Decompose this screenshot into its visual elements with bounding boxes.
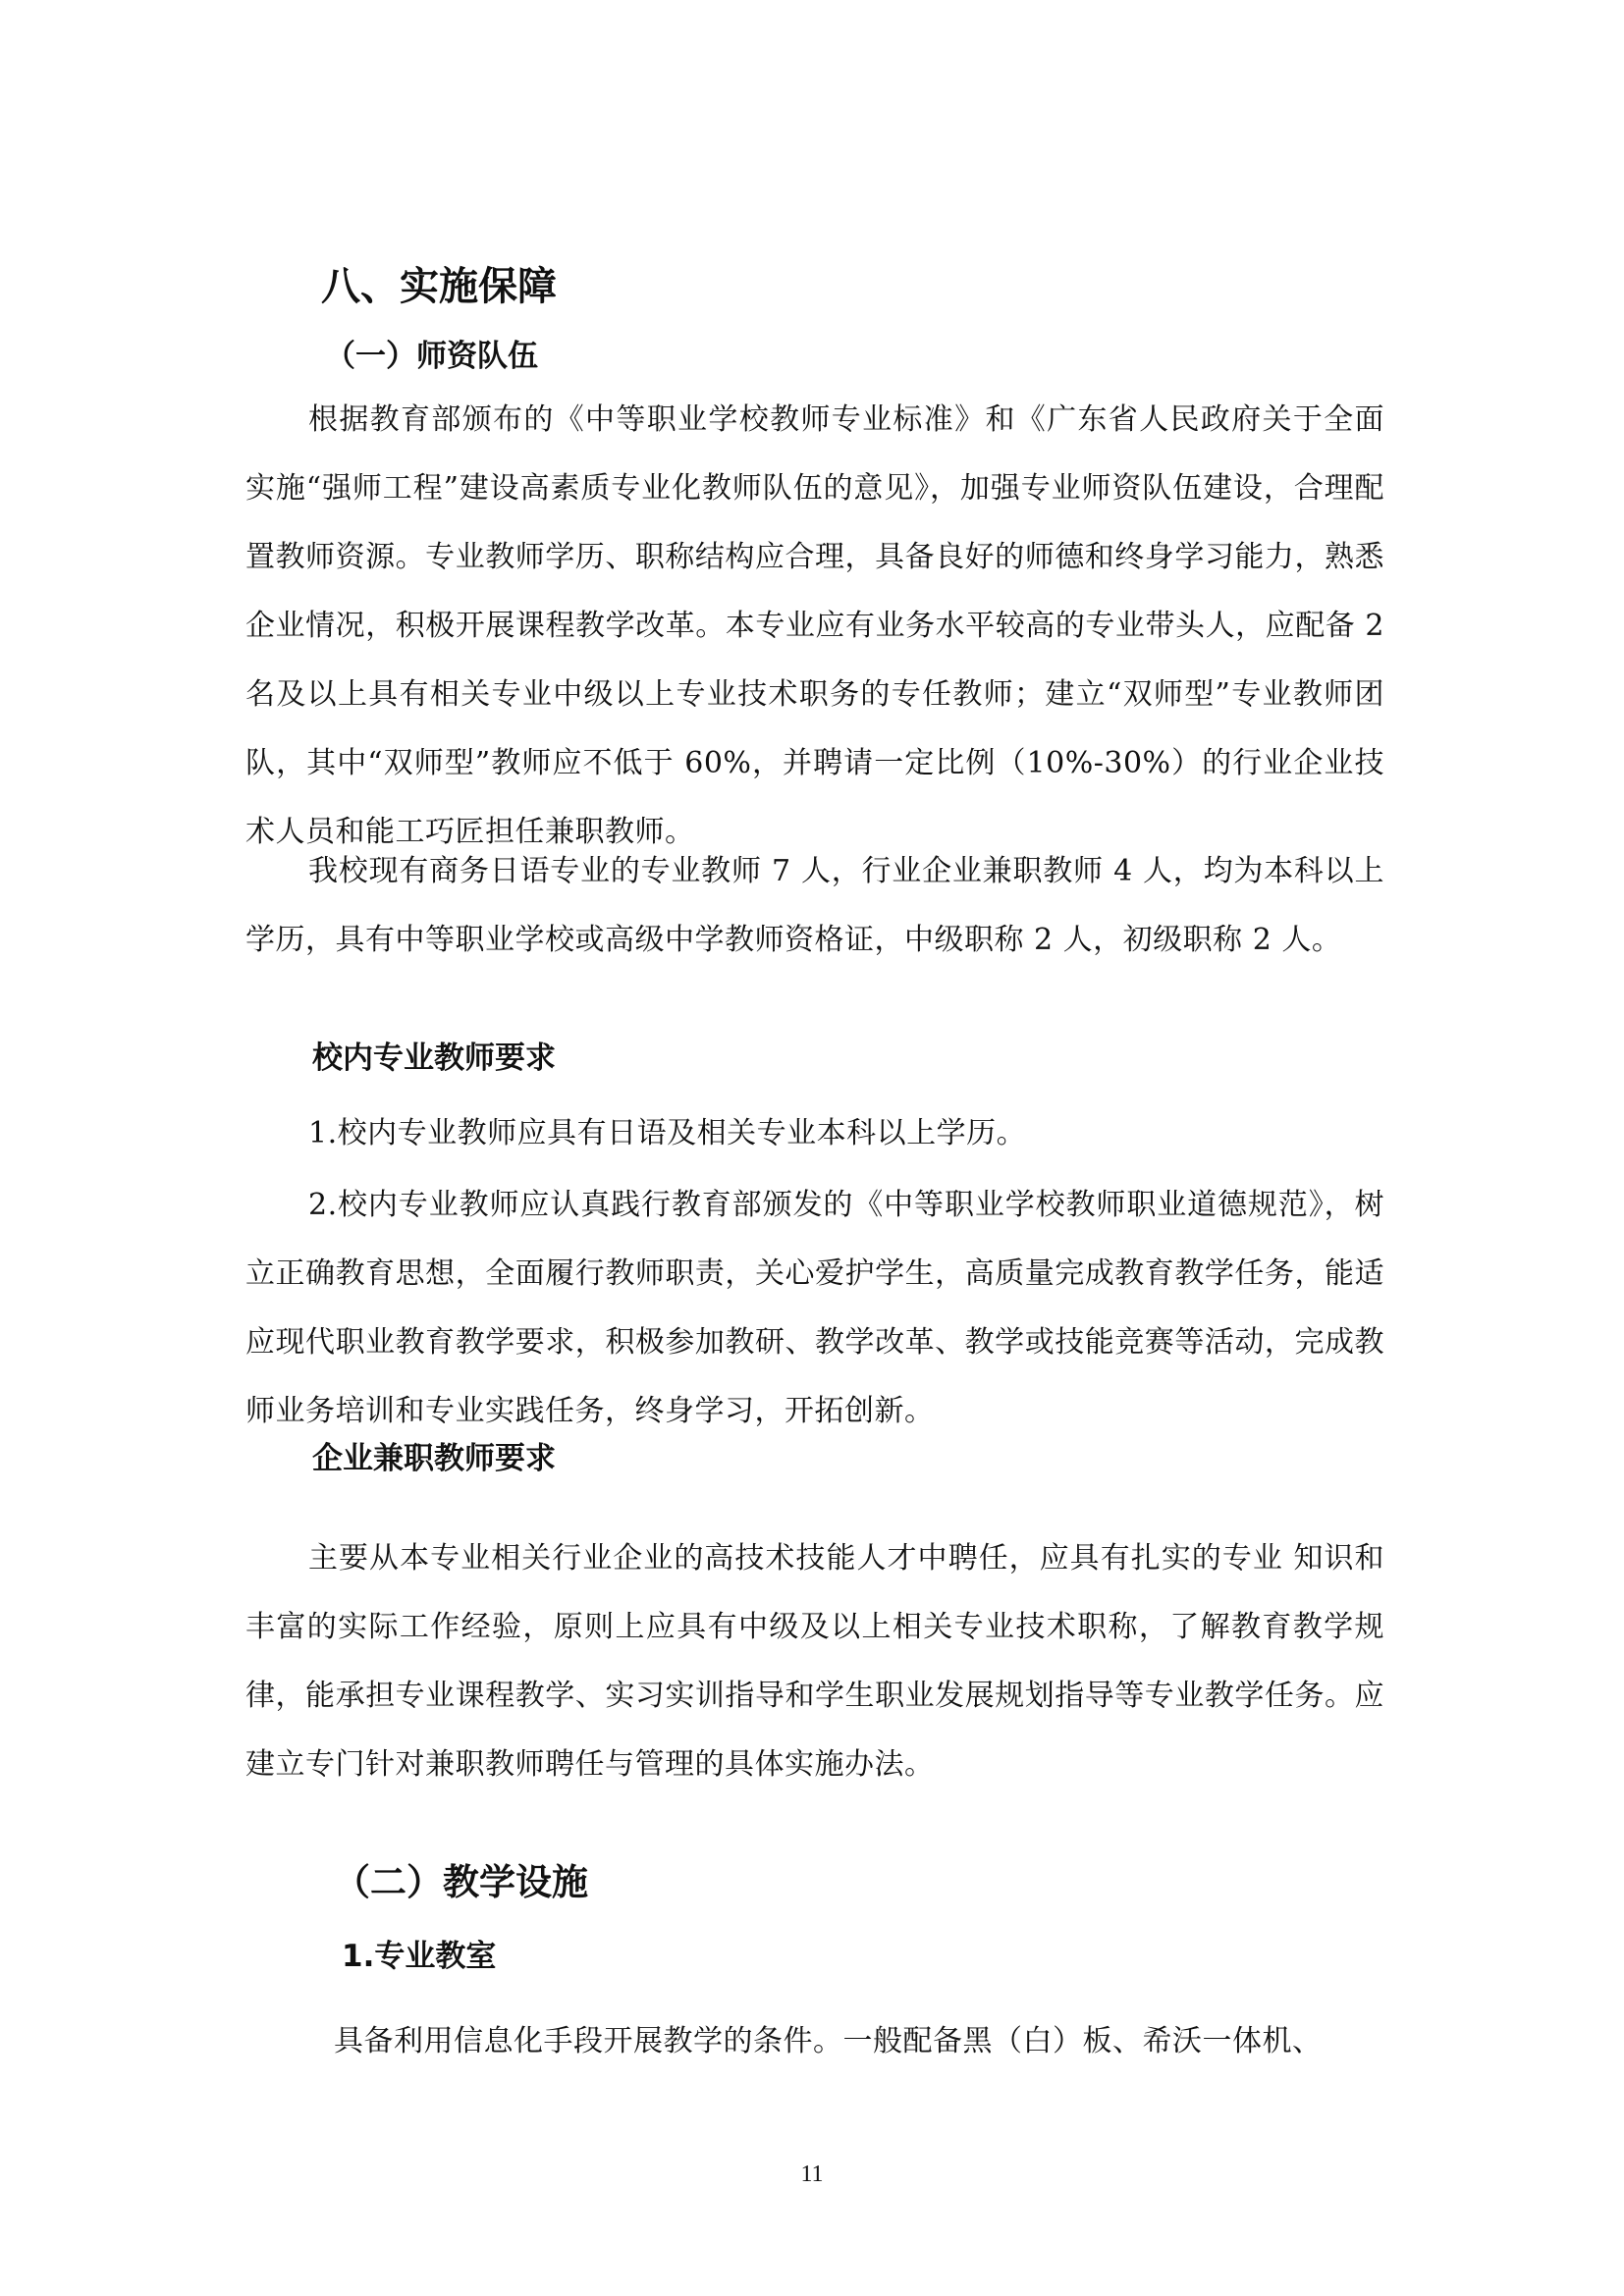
internal-teachers-heading: 校内专业教师要求	[312, 1041, 556, 1076]
teachers-heading: （一）师资队伍	[325, 339, 538, 374]
internal-requirement-1: 1.校内专业教师应具有日语及相关专业本科以上学历。	[308, 1116, 1027, 1150]
teachers-current-paragraph: 我校现有商务日语专业的专业教师 7 人，行业企业兼职教师 4 人，均为本科以上学历，具有中等职业学校或高级中学教师资格证，中级职称 2 人，初级职称 2 人。	[245, 854, 1384, 957]
internal-requirement-2: 2.校内专业教师应认真践行教育部颁发的《中等职业学校教师职业道德规范》，树立正确教育思想，全面履行教师职责，关心爱护学生，高质量完成教育教学任务，能适应现代职业教育教学要求，积极参加教研、教学改革、教学或技能竞赛等活动，完成教师业务培训和专业实践任务，终身学习，开拓创新。	[245, 1188, 1384, 1428]
parttime-requirement-paragraph: 主要从本专业相关行业企业的高技术技能人才中聘任，应具有扎实的专业 知识和丰富的实际工作经验，原则上应具有中级及以上相关专业技术职称，了解教育教学规律，能承担专业课程教学、实习实训指导和学生职业发展规划指导等专业教学任务。应建立专门针对兼职教师聘任与管理的具体实施办法。	[245, 1541, 1384, 1782]
classroom-heading: 1.专业教室	[342, 1939, 497, 1974]
classroom-paragraph: 具备利用信息化手段开展教学的条件。一般配备黑（白）板、希沃一体机、	[334, 2024, 1323, 2058]
section-title: 八、实施保障	[321, 264, 557, 309]
page-number: 11	[800, 2162, 824, 2187]
teachers-intro-paragraph: 根据教育部颁布的《中等职业学校教师专业标准》和《广东省人民政府关于全面实施“强师工程”建设高素质专业化教师队伍的意见》，加强专业师资队伍建设，合理配置教师资源。专业教师学历、职称结构应合理，具备良好的师德和终身学习能力，熟悉企业情况，积极开展课程教学改革。本专业应有业务水平较高的专业带头人，应配备 2 名及以上具有相关专业中级以上专业技术职务的专任教师；建立“双师型”专业教师团队，其中“双师型”教师应不低于 60%，并聘请一定比例（10%-30%）的行业企业技术人员和能工巧匠担任兼职教师。	[245, 402, 1384, 849]
facilities-heading: （二）教学设施	[334, 1861, 588, 1903]
parttime-teachers-heading: 企业兼职教师要求	[312, 1441, 556, 1476]
